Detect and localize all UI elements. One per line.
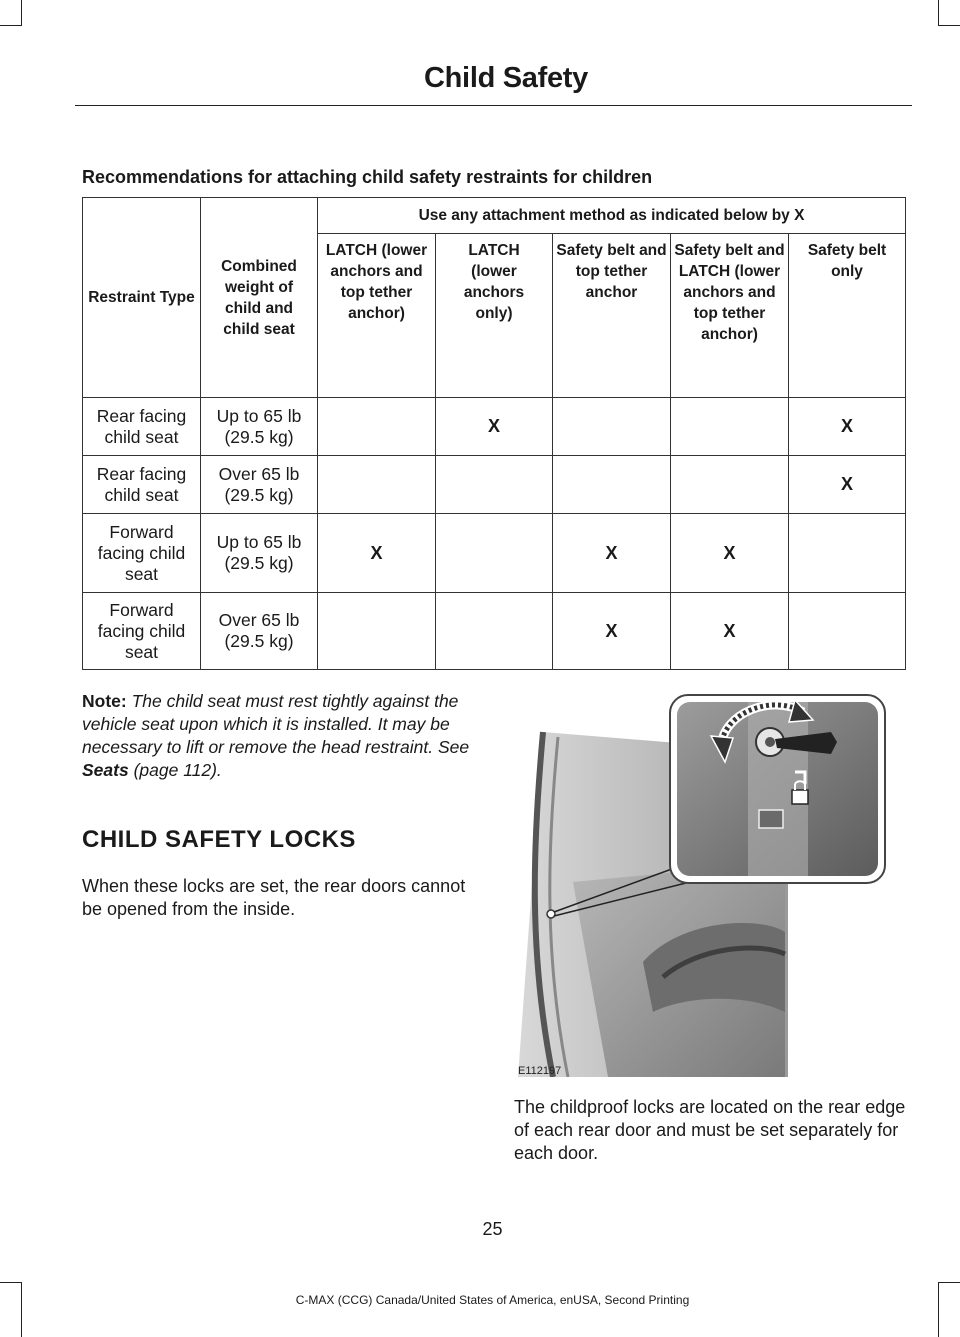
header-attachment-group: Use any attachment method as indicated below by X	[318, 198, 906, 234]
crop-mark	[938, 1282, 939, 1337]
mark-cell	[318, 398, 436, 456]
crop-mark	[938, 0, 939, 26]
header-method: LATCH (lower anchors and top tether anchor)	[318, 234, 436, 398]
mark-cell	[436, 456, 553, 514]
table-row	[83, 514, 906, 593]
header-restraint-type: Restraint Type	[83, 198, 201, 398]
weight-cell: Up to 65 lb (29.5 kg)	[201, 398, 318, 456]
striker-plate	[759, 810, 783, 828]
header-method: Safety belt and LATCH (lower anchors and top tether anchor)	[671, 234, 789, 398]
table-title: Recommendations for attaching child safety restraints for children	[82, 167, 653, 187]
note-text: The child seat must rest tightly against the vehicle seat upon which it is installed. It may be necessary to lift or remove the head restraint. See	[82, 691, 470, 757]
crop-mark	[21, 0, 22, 26]
lock-location-marker	[547, 910, 555, 918]
mark-cell	[436, 593, 553, 670]
crop-mark	[0, 1282, 22, 1283]
figure-code: E112197	[518, 1065, 562, 1077]
mark-cell	[553, 398, 671, 456]
mark-cell: X	[436, 398, 553, 456]
mark-cell	[671, 456, 789, 514]
mark-cell	[553, 456, 671, 514]
mark-cell: X	[671, 514, 789, 593]
restraint-type-cell: Rear facing child seat	[83, 398, 201, 456]
note-paragraph	[82, 690, 482, 782]
mark-cell: X	[789, 398, 906, 456]
door-illustration-svg	[513, 692, 888, 1077]
figure-caption: The childproof locks are located on the rear edge of each rear door and must be set separately for each door.	[514, 1097, 906, 1163]
child-lock-icon	[792, 790, 808, 804]
mark-cell: X	[318, 514, 436, 593]
table-row	[83, 593, 906, 670]
mark-cell	[789, 514, 906, 593]
mark-cell: X	[553, 593, 671, 670]
page-header-title: Child Safety	[424, 62, 588, 94]
restraint-table	[82, 197, 906, 670]
header-method: Safety belt and top tether anchor	[553, 234, 671, 398]
mark-cell	[789, 593, 906, 670]
crop-mark	[938, 1282, 960, 1283]
mark-cell	[671, 398, 789, 456]
note-label: Note:	[82, 691, 127, 711]
weight-cell: Over 65 lb (29.5 kg)	[201, 593, 318, 670]
lock-keyhole	[765, 737, 775, 747]
restraint-type-cell: Forward facing child seat	[83, 593, 201, 670]
note-page-ref: (page 112).	[133, 760, 222, 780]
restraint-type-cell: Forward facing child seat	[83, 514, 201, 593]
mark-cell: X	[553, 514, 671, 593]
header-combined-weight: Combined weight of child and child seat	[201, 198, 318, 398]
door-latch-edge	[748, 702, 808, 876]
crop-mark	[21, 1282, 22, 1337]
child-lock-illustration	[513, 692, 888, 1077]
seats-link[interactable]: Seats	[82, 760, 129, 780]
weight-cell: Up to 65 lb (29.5 kg)	[201, 514, 318, 593]
mark-cell: X	[789, 456, 906, 514]
mark-cell	[436, 514, 553, 593]
header-method: LATCH (lower anchors only)	[436, 234, 553, 398]
page-footer: C-MAX (CCG) Canada/United States of America, enUSA, Second Printing	[295, 1293, 690, 1307]
crop-mark	[938, 25, 960, 26]
header-divider	[75, 105, 912, 106]
mark-cell	[318, 456, 436, 514]
restraint-type-cell: Rear facing child seat	[83, 456, 201, 514]
table-row	[83, 398, 906, 456]
weight-cell: Over 65 lb (29.5 kg)	[201, 456, 318, 514]
mark-cell: X	[671, 593, 789, 670]
mark-cell	[318, 593, 436, 670]
section-heading: CHILD SAFETY LOCKS	[82, 826, 356, 853]
section-body: When these locks are set, the rear doors cannot be opened from the inside.	[82, 876, 466, 919]
table-row	[83, 456, 906, 514]
crop-mark	[0, 25, 22, 26]
header-method: Safety belt only	[789, 234, 906, 398]
page-number: 25	[482, 1219, 503, 1239]
